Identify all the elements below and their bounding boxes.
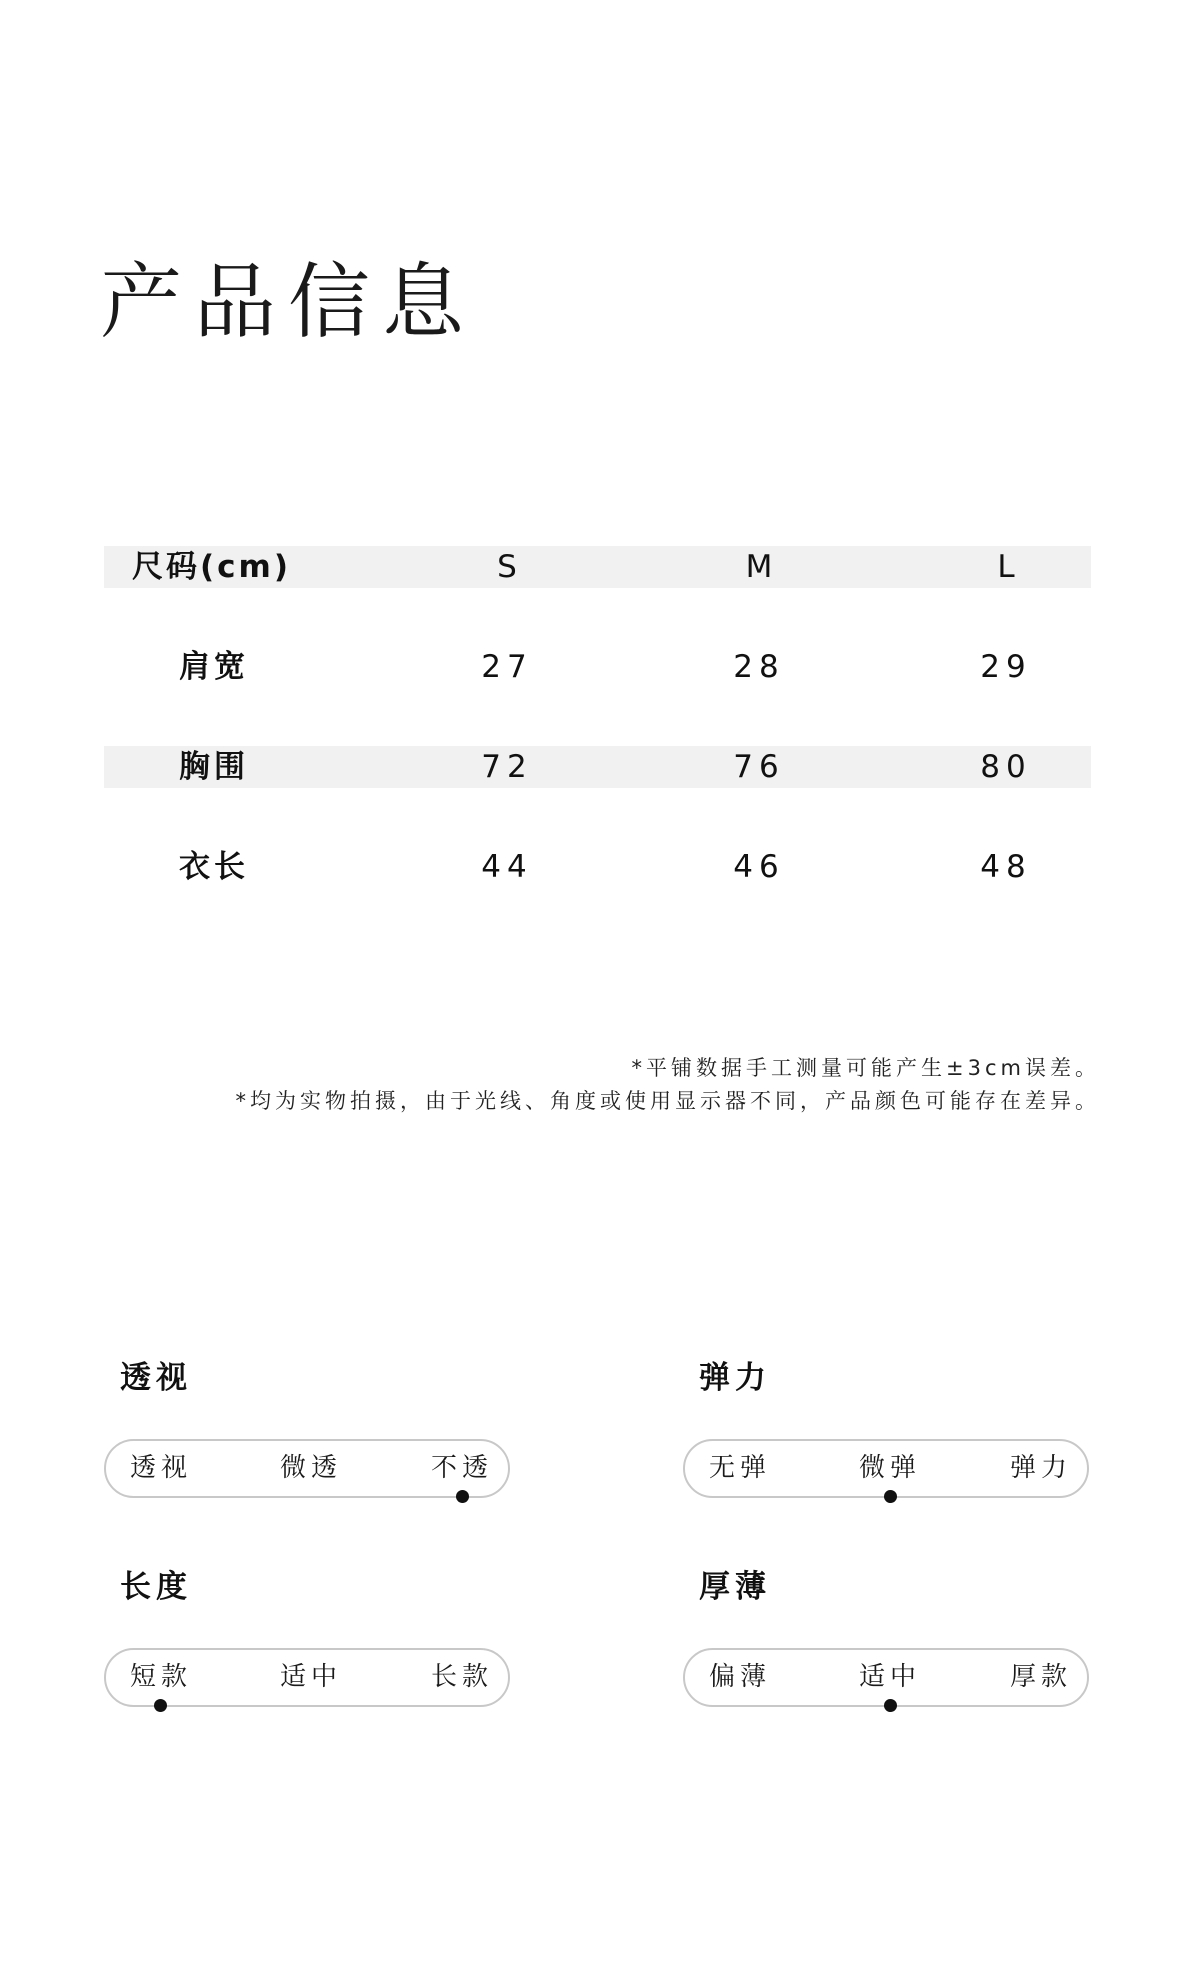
size-table-header <box>104 546 1091 588</box>
attribute-scale <box>104 1648 510 1707</box>
scale-option: 透视 <box>130 1453 193 1483</box>
row-label-length: 衣长 <box>179 849 249 885</box>
table-row <box>104 846 1091 888</box>
attribute-title: 弹力 <box>699 1360 771 1396</box>
scale-option: 微弹 <box>859 1453 922 1483</box>
selected-indicator-dot <box>884 1699 897 1712</box>
scale-option: 微透 <box>280 1453 343 1483</box>
table-cell: 76 <box>733 749 785 785</box>
measurement-notes <box>236 1052 1101 1118</box>
table-cell: 27 <box>481 649 533 685</box>
scale-option: 弹力 <box>1010 1453 1073 1483</box>
scale-option: 适中 <box>859 1662 922 1692</box>
table-cell: 46 <box>733 849 785 885</box>
table-cell: 80 <box>980 749 1032 785</box>
attribute-title: 厚薄 <box>699 1569 771 1605</box>
table-cell: 72 <box>481 749 533 785</box>
attribute-scale <box>683 1439 1089 1498</box>
table-cell: 44 <box>481 849 533 885</box>
attribute-scale <box>104 1439 510 1498</box>
scale-option: 长款 <box>431 1662 494 1692</box>
scale-option: 厚款 <box>1010 1662 1073 1692</box>
note-color-difference: *均为实物拍摄，由于光线、角度或使用显示器不同，产品颜色可能存在差异。 <box>235 1089 1100 1113</box>
selected-indicator-dot <box>884 1490 897 1503</box>
scale-option: 不透 <box>431 1453 494 1483</box>
table-row <box>104 746 1091 788</box>
scale-option: 短款 <box>130 1662 193 1692</box>
attribute-title: 透视 <box>120 1360 192 1396</box>
table-row <box>104 646 1091 688</box>
size-table <box>104 546 1091 888</box>
size-header-label: 尺码(cm) <box>132 549 292 585</box>
attribute-title: 长度 <box>120 1569 192 1605</box>
table-cell: 48 <box>980 849 1032 885</box>
scale-option: 适中 <box>280 1662 343 1692</box>
attribute-scale <box>683 1648 1089 1707</box>
size-header-l: L <box>997 549 1015 585</box>
page-title: 产品信息 <box>100 255 477 350</box>
table-cell: 28 <box>733 649 785 685</box>
size-header-s: S <box>497 549 517 585</box>
size-header-m: M <box>745 549 773 585</box>
selected-indicator-dot <box>154 1699 167 1712</box>
row-label-shoulder: 肩宽 <box>179 649 249 685</box>
table-cell: 29 <box>980 649 1032 685</box>
scale-option: 偏薄 <box>709 1662 772 1692</box>
row-label-chest: 胸围 <box>179 749 249 785</box>
note-measurement-error: *平铺数据手工测量可能产生±3cm误差。 <box>631 1056 1100 1080</box>
scale-option: 无弹 <box>709 1453 772 1483</box>
selected-indicator-dot <box>456 1490 469 1503</box>
